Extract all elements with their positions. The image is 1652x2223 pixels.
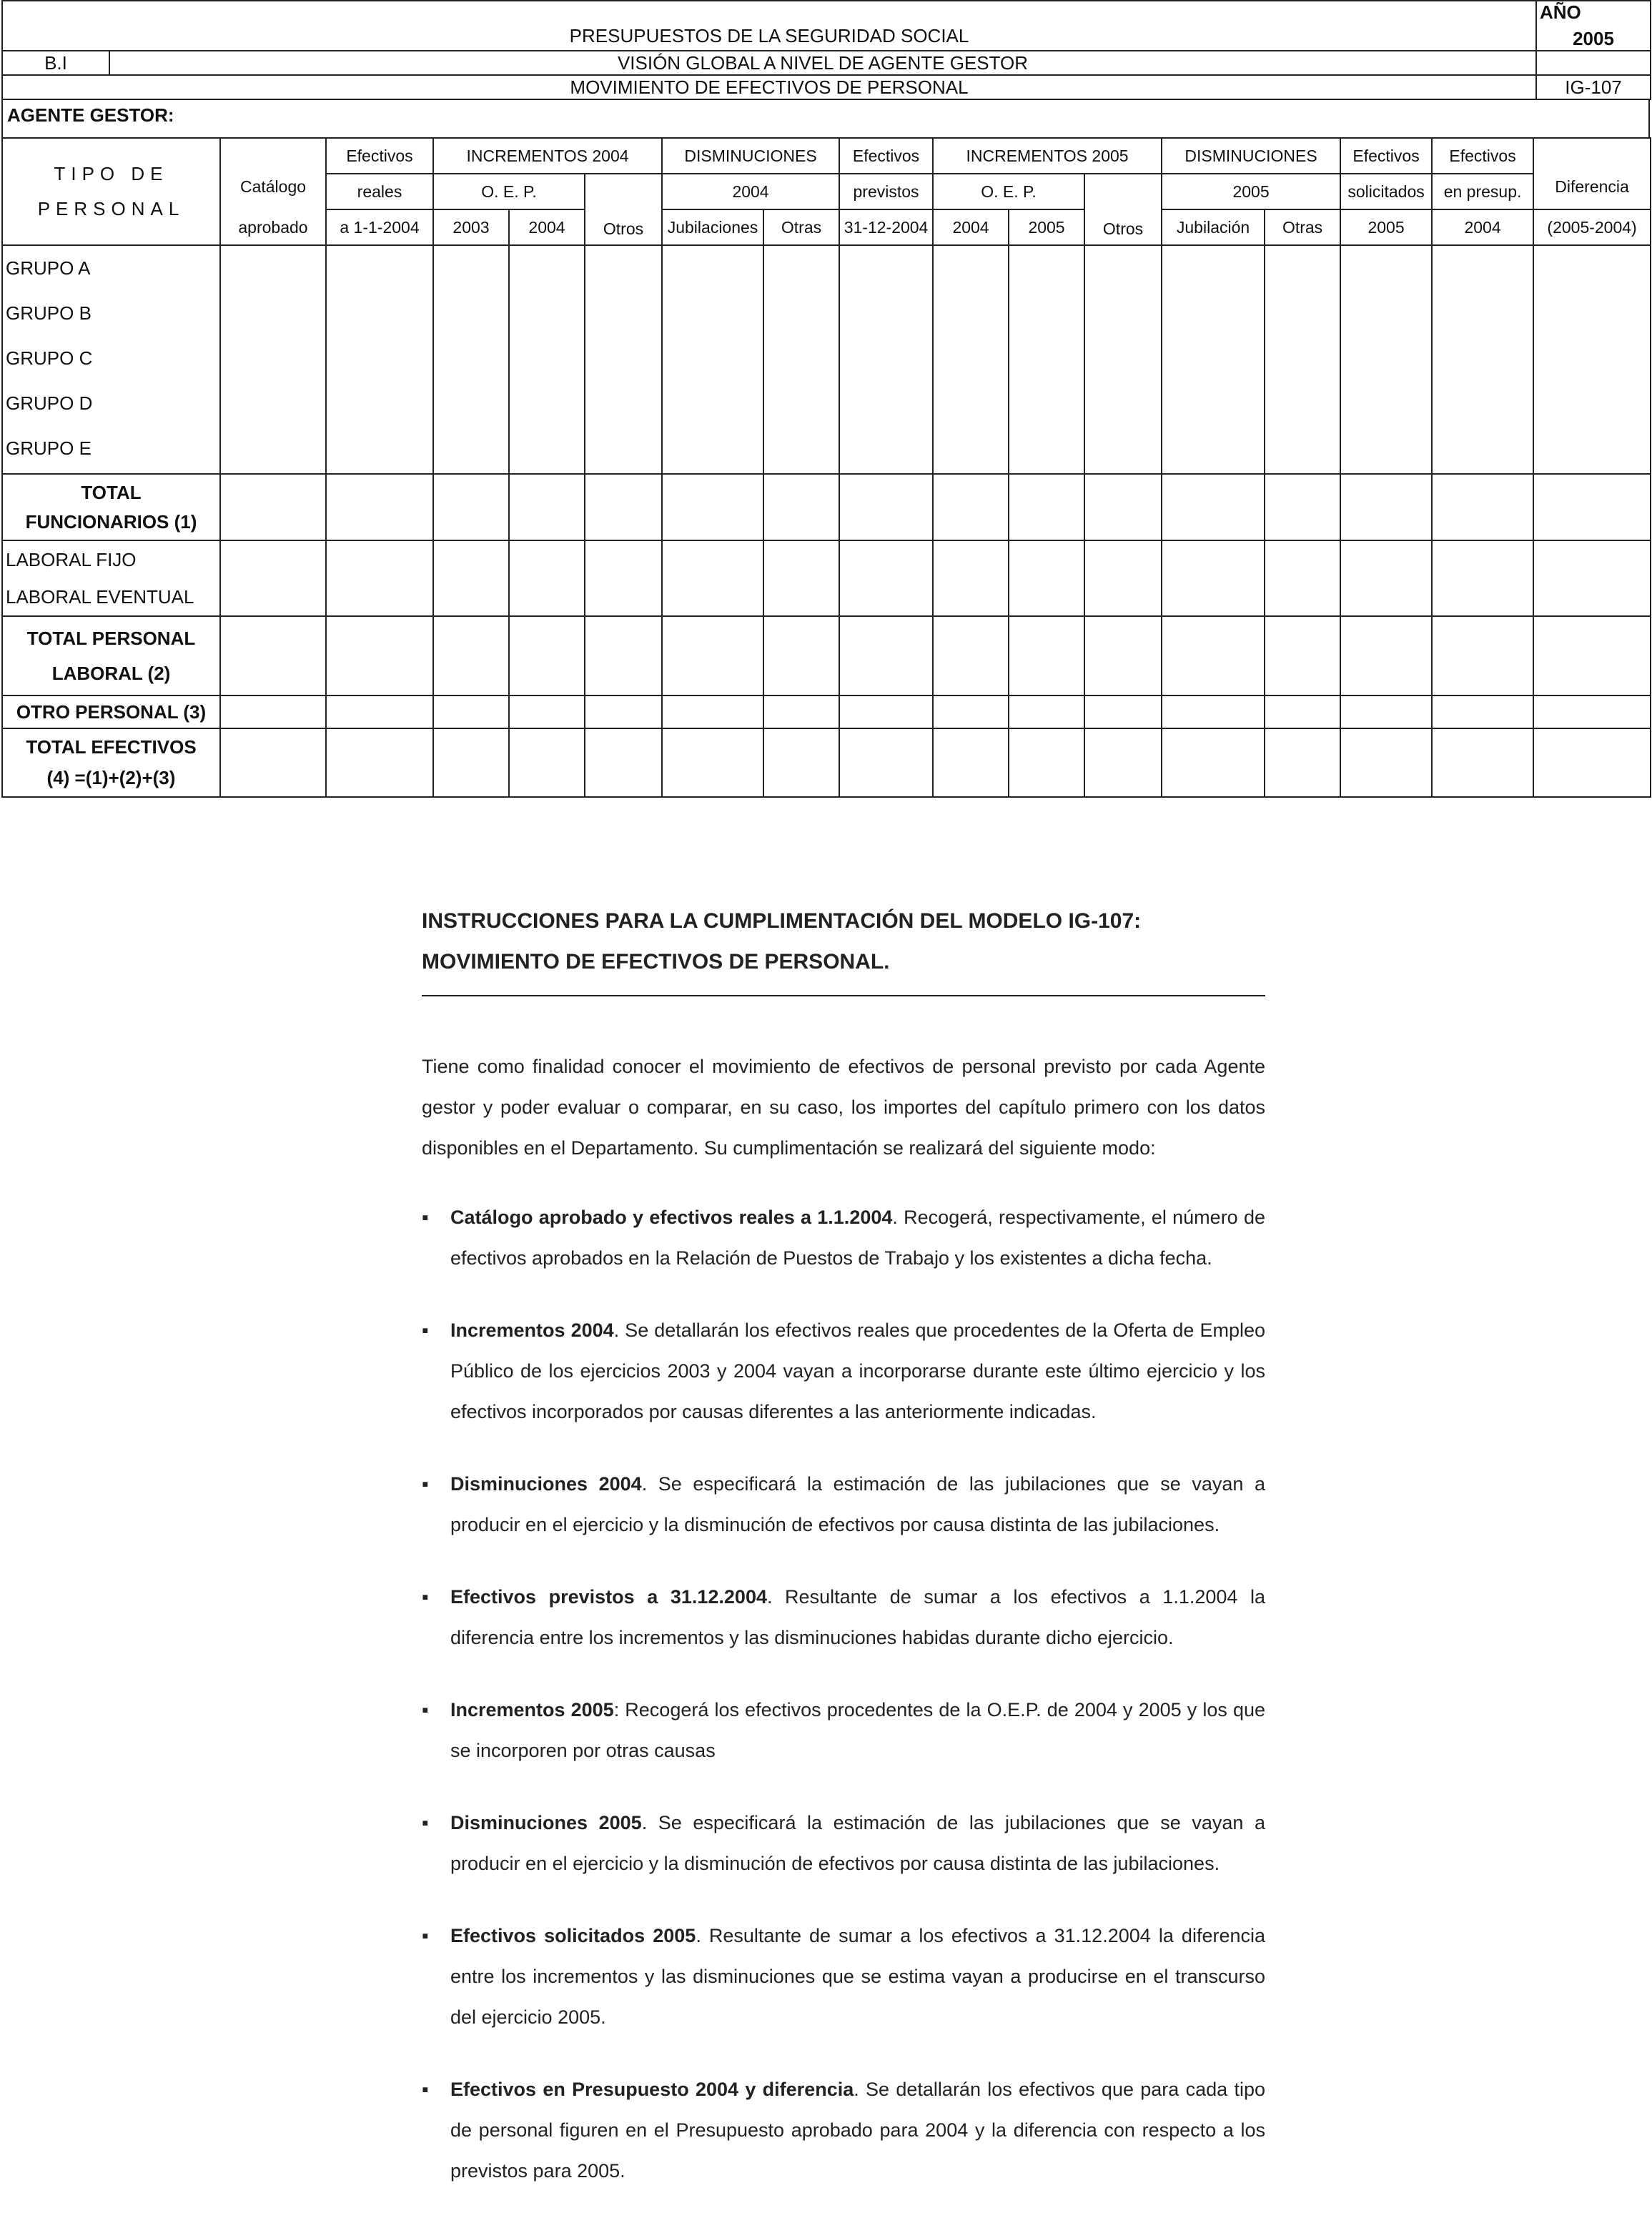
list-item: [422, 1803, 1265, 1884]
year-label: AÑO: [1540, 1, 1581, 23]
list-item: [422, 2069, 1265, 2192]
item-term: Incrementos 2005: [450, 1699, 614, 1721]
list-item: [422, 1197, 1265, 1279]
col-catalogo: Catálogo aprobado: [220, 209, 326, 245]
item-text: . Resultante de sumar a los efectivos a 1.1.2004 la diferencia entre los incrementos y las disminuciones habidas durante dicho ejercicio.: [450, 1586, 1265, 1648]
year-value: 2005: [1573, 28, 1614, 49]
col-efectivos-solicitados: Efectivos: [1340, 138, 1432, 174]
model-code: IG-107: [1536, 75, 1651, 99]
personnel-form: [1, 0, 1650, 798]
item-term: Disminuciones 2004: [450, 1473, 642, 1495]
subtitle: VISIÓN GLOBAL A NIVEL DE AGENTE GESTOR: [109, 51, 1536, 75]
bullet-icon: ▪: [422, 1473, 429, 1495]
table-row: TOTAL FUNCIONARIOS (1): [2, 474, 1651, 540]
agent-label: AGENTE GESTOR:: [7, 104, 174, 126]
instructions-intro: Tiene como finalidad conocer el movimiento de efectivos de personal previsto por cada Agente gestor y poder evaluar o comparar, en su caso, los importes del capítulo primero con los datos disponibles en el Departamento. Su cumplimentación se realizará del siguiente modo:: [422, 1056, 1265, 1159]
col-efectivos-reales: Efectivos: [326, 138, 433, 174]
item-term: Efectivos en Presupuesto 2004 y diferencia: [450, 2079, 854, 2100]
personnel-table: TIPO DE PERSONAL Efectivos INCREMENTOS 2004 DISMINUCIONES Efectivos INCREMENTOS 2005 DISMINUCIONES Efectivos Efectivos reales O. E. P. Otros 2004 previstos O. E. P. Otros 2005 solicitados en presup. Catálogo aprobado a 1-1-2004 2003 2004 Jubilaciones Otras 31-12-2004 2004 2005 Jubilación Otras 2005 2004 Diferencia (2005-2004) GRUPO A GRUPO B GRUPO C GRUPO D GRUPO E TOTAL FUNCIONARIOS (1) LABORAL FIJO LABORAL EVENTUAL TOTAL PERSONAL LABORAL (2) OTRO PERSONAL (3) TOTAL EFECTIVOS (4) =(1)+(2)+(3): [1, 137, 1651, 798]
year-cell: [1536, 1, 1651, 51]
table-row: TOTAL EFECTIVOS (4) =(1)+(2)+(3): [2, 728, 1651, 797]
table-row: LABORAL FIJO LABORAL EVENTUAL: [2, 540, 1651, 616]
item-text: . Recogerá, respectivamente, el número de efectivos aprobados en la Relación de Puestos de Trabajo y los existentes a dicha fecha.: [450, 1207, 1265, 1269]
col-incrementos-2005: INCREMENTOS 2005: [933, 138, 1162, 174]
item-term: Efectivos solicitados 2005: [450, 1925, 696, 1946]
bullet-icon: ▪: [422, 1586, 429, 1608]
col-catalogo-label: Catálogo: [239, 177, 307, 196]
tipo-header: TIPO DE PERSONAL: [2, 138, 220, 245]
item-text: : Recogerá los efectivos procedentes de la O.E.P. de 2004 y 2005 y los que se incorporen por otras causas: [450, 1699, 1265, 1761]
item-text: . Se detallarán los efectivos reales que procedentes de la Oferta de Empleo Público de los ejercicios 2003 y 2004 vayan a incorporarse durante este último ejercicio y los efectivos incorporados por causas diferentes a las anteriormente indicadas.: [450, 1320, 1265, 1422]
list-item: [422, 1690, 1265, 1771]
list-item: [422, 1310, 1265, 1432]
item-term: Efectivos previstos a 31.12.2004: [450, 1586, 767, 1608]
bullet-icon: ▪: [422, 1699, 429, 1721]
table-row: GRUPO A GRUPO B GRUPO C GRUPO D GRUPO E: [2, 245, 1651, 474]
instructions-list: [422, 1197, 1265, 2192]
item-text: . Resultante de sumar a los efectivos a 31.12.2004 la diferencia entre los incrementos y las disminuciones que se estima vayan a producirse en el transcurso del ejercicio 2005.: [450, 1925, 1265, 2028]
col-disminuciones-2005: DISMINUCIONES: [1162, 138, 1340, 174]
page-title: PRESUPUESTOS DE LA SEGURIDAD SOCIAL: [2, 1, 1536, 51]
col-efectivos-presup: Efectivos: [1432, 138, 1533, 174]
table-row: TOTAL PERSONAL LABORAL (2): [2, 616, 1651, 695]
item-text: . Se especificará la estimación de las jubilaciones que se vayan a producir en el ejercicio y la disminución de efectivos por causa distinta de las jubilaciones.: [450, 1473, 1265, 1535]
model-title: MOVIMIENTO DE EFECTIVOS DE PERSONAL: [2, 75, 1536, 99]
item-term: Incrementos 2004: [450, 1320, 614, 1341]
item-term: Disminuciones 2005: [450, 1812, 642, 1833]
table-row: OTRO PERSONAL (3): [2, 695, 1651, 728]
bullet-icon: ▪: [422, 1207, 429, 1228]
bullet-icon: ▪: [422, 2079, 429, 2100]
form-header: [1, 0, 1651, 100]
item-term: Catálogo aprobado y efectivos reales a 1.1.2004: [450, 1207, 893, 1228]
agent-field: [1, 100, 1650, 137]
list-item: [422, 1577, 1265, 1658]
item-text: . Se especificará la estimación de las jubilaciones que se vayan a producir en el ejercicio y la disminución de efectivos por causa distinta de las jubilaciones.: [450, 1812, 1265, 1874]
col-diferencia: Diferencia (2005-2004): [1533, 209, 1651, 245]
col-incrementos-2004: INCREMENTOS 2004: [433, 138, 662, 174]
col-efectivos-previstos: Efectivos: [839, 138, 933, 174]
title-divider: [422, 995, 1265, 996]
section-code: B.I: [2, 51, 109, 75]
bullet-icon: ▪: [422, 1320, 429, 1341]
bullet-icon: ▪: [422, 1812, 429, 1833]
bullet-icon: ▪: [422, 1925, 429, 1946]
list-item: [422, 1464, 1265, 1545]
col-diferencia-label: Diferencia: [1555, 177, 1629, 196]
col-disminuciones-2004: DISMINUCIONES: [662, 138, 839, 174]
item-text: . Se detallarán los efectivos que para cada tipo de personal figuren en el Presupuesto aprobado para 2004 y la diferencia con respecto a los previstos para 2005.: [450, 2079, 1266, 2182]
instructions-title: INSTRUCCIONES PARA LA CUMPLIMENTACIÓN DEL MODELO IG-107: MOVIMIENTO DE EFECTIVOS DE PERSONAL.: [422, 909, 1142, 974]
instructions: [422, 901, 1265, 2223]
list-item: [422, 1916, 1265, 2038]
